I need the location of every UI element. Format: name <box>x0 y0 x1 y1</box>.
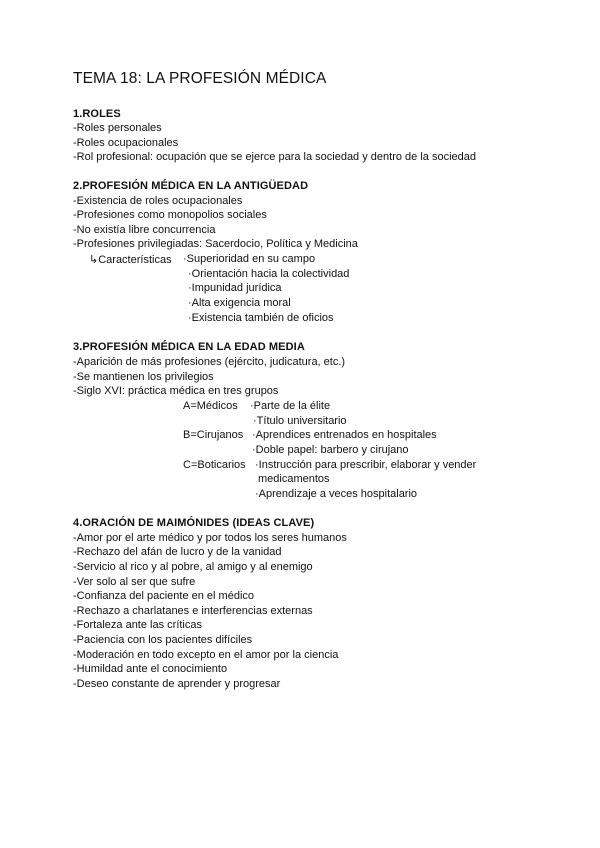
group-point: ·Instrucción para prescribir, elaborar y vender <box>255 459 477 471</box>
group-label-boticarios: C=Boticarios <box>183 459 246 471</box>
list-item: -Aparición de más profesiones (ejército, judicatura, etc.) <box>73 356 346 368</box>
list-item: -Se mantienen los privilegios <box>73 371 214 383</box>
list-item: -Rechazo del afán de lucro y de la vanidad <box>73 546 282 558</box>
characteristic-item: ·Orientación hacia la colectividad <box>188 268 350 280</box>
characteristic-item: ·Alta exigencia moral <box>188 297 291 309</box>
list-item: -Confianza del paciente en el médico <box>73 590 255 602</box>
list-item: -Rol profesional: ocupación que se ejerce para la sociedad y dentro de la sociedad <box>73 151 476 163</box>
list-item: -Rechazo a charlatanes e interferencias externas <box>73 605 313 617</box>
list-item: -Servicio al rico y al pobre, al amigo y al enemigo <box>73 561 313 573</box>
list-item: -Ver solo al ser que sufre <box>73 576 196 588</box>
section-heading-antiguedad: 2.PROFESIÓN MÉDICA EN LA ANTIGÜEDAD <box>73 180 309 192</box>
group-point: ·Título universitario <box>253 415 347 427</box>
group-point: ·Aprendices entrenados en hospitales <box>252 429 437 441</box>
list-item: -Roles personales <box>73 122 162 134</box>
group-label-cirujanos: B=Cirujanos <box>183 429 244 441</box>
section-heading-edad-media: 3.PROFESIÓN MÉDICA EN LA EDAD MEDIA <box>73 341 305 353</box>
page-title: TEMA 18: LA PROFESIÓN MÉDICA <box>73 70 327 87</box>
list-item: -Existencia de roles ocupacionales <box>73 195 243 207</box>
list-item: -Roles ocupacionales <box>73 137 179 149</box>
group-point: ·Aprendizaje a veces hospitalario <box>255 488 418 500</box>
list-item: -Fortaleza ante las críticas <box>73 619 202 631</box>
section-heading-maimonides: 4.ORACIÓN DE MAIMÓNIDES (IDEAS CLAVE) <box>73 517 315 529</box>
list-item: -Profesiones privilegiadas: Sacerdocio, Política y Medicina <box>73 238 358 250</box>
characteristics-label: ↳Características <box>89 254 172 266</box>
list-item: -Siglo XVI: práctica médica en tres grupos <box>73 385 279 397</box>
list-item: -Humildad ante el conocimiento <box>73 663 228 675</box>
section-heading-roles: 1.ROLES <box>73 108 121 120</box>
list-item: -Profesiones como monopolios sociales <box>73 209 267 221</box>
list-item: -Paciencia con los pacientes difíciles <box>73 634 253 646</box>
list-item: -Deseo constante de aprender y progresar <box>73 678 281 690</box>
characteristic-item: ·Impunidad jurídica <box>188 282 282 294</box>
group-point: ·Parte de la élite <box>250 400 331 412</box>
characteristic-item: ·Existencia también de oficios <box>188 312 334 324</box>
list-item: -No existía libre concurrencia <box>73 224 216 236</box>
characteristic-item: ·Superioridad en su campo <box>183 253 316 265</box>
group-point: ·Doble papel: barbero y cirujano <box>252 444 409 456</box>
group-point: medicamentos <box>258 473 330 485</box>
list-item: -Amor por el arte médico y por todos los seres humanos <box>73 532 347 544</box>
list-item: -Moderación en todo excepto en el amor por la ciencia <box>73 649 339 661</box>
group-label-medicos: A=Médicos <box>183 400 238 412</box>
